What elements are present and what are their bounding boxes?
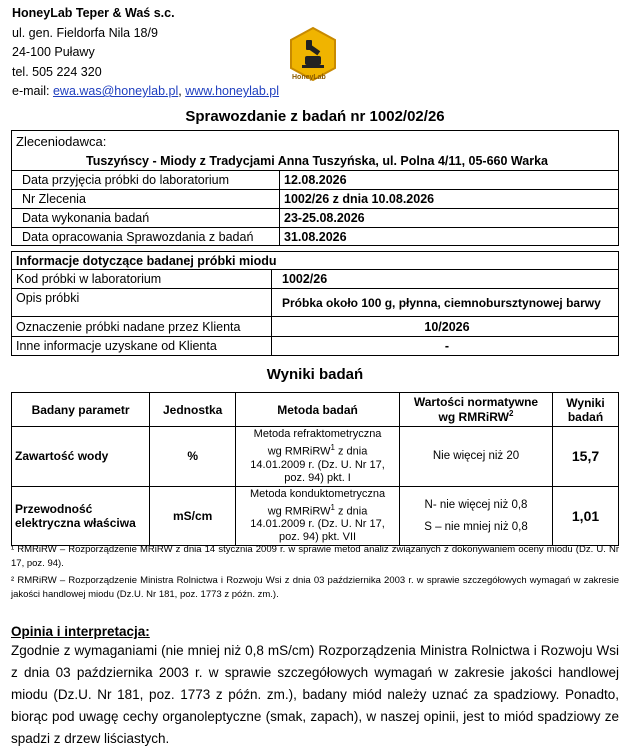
method-line-e: poz. 94) pkt. VII (279, 531, 357, 544)
lab-address-street: ul. gen. Fieldorfa Nila 18/9 (12, 25, 158, 40)
results-title: Wyniki badań (266, 366, 364, 383)
lab-address-city: 24-100 Puławy (12, 45, 95, 59)
sample-desc-label: Opis próbki (16, 291, 80, 305)
sample-other-value: - (271, 337, 618, 355)
method-line-a: Metoda refraktometryczna (253, 428, 382, 440)
sample-client-mark-label: Oznaczenie próbki nadane przez Klienta (16, 319, 241, 334)
norm-line-1: N- nie więcej niż 0,8 (424, 498, 528, 511)
order-row-report-date (12, 228, 618, 246)
order-row-value: 1002/26 z dnia 10.08.2026 (279, 190, 618, 208)
result-param: Zawartość wody (12, 427, 150, 487)
result-param: Przewodność elektryczna właściwa (12, 486, 150, 546)
method-line-a: Metoda konduktometryczna (249, 487, 386, 500)
sample-client-mark-row (12, 317, 618, 337)
header-result-line2: badań (567, 409, 604, 424)
order-row-label: Nr Zlecenia (22, 192, 86, 206)
result-unit: mS/cm (150, 486, 236, 546)
results-header-row (12, 393, 619, 427)
sample-section-title: Informacje dotyczące badanej próbki miodu (16, 253, 277, 268)
sample-desc-row (12, 289, 618, 317)
order-row-value: 12.08.2026 (279, 171, 618, 189)
result-method (236, 486, 400, 546)
order-row-label: Data przyjęcia próbki do laboratorium (22, 173, 230, 187)
client-value: Tuszyńscy - Miody z Tradycjami Anna Tuszyńska, ul. Polna 4/11, 05-660 Warka (86, 153, 548, 168)
result-value: 1,01 (553, 486, 619, 546)
sample-other-label: Inne informacje uzyskane od Klienta (16, 339, 217, 353)
client-label: Zleceniodawca: (16, 133, 107, 149)
lab-contact-line (12, 82, 279, 102)
order-row-value: 23-25.08.2026 (279, 209, 618, 227)
header-unit: Jednostka (150, 393, 236, 427)
method-line-d: 14.01.2009 r. (Dz. U. Nr 17, (250, 458, 385, 471)
header-param: Badany parametr (12, 393, 150, 427)
website-link[interactable]: www.honeylab.pl (185, 84, 280, 98)
logo-text: HoneyLab (292, 74, 326, 81)
contact-separator: , (178, 84, 186, 98)
sample-client-mark-value: 10/2026 (271, 317, 618, 336)
header-norm (399, 393, 552, 427)
method-line-d: 14.01.2009 r. (Dz. U. Nr 17, (250, 518, 385, 531)
method-sup: 1 (330, 443, 335, 452)
footnote-1: ¹ RMRiRW – Rozporządzenie MRiRW z dnia 14 stycznia 2009 r. w sprawie metod analiz związanych z dokonywaniem oceny miodu (Dz. U. Nr 17, poz. 94). (11, 544, 619, 569)
method-line-b: wg RMRiRW (267, 505, 331, 518)
result-norm (399, 427, 552, 487)
lab-header (12, 4, 279, 102)
order-row-received (12, 171, 618, 190)
result-norm (399, 486, 552, 546)
lab-phone: tel. 505 224 320 (12, 64, 102, 79)
sample-code-label: Kod próbki w laboratorium (16, 272, 162, 286)
report-title: Sprawozdanie z badań nr 1002/02/26 (185, 108, 445, 125)
sample-info-table (11, 251, 619, 356)
norm-line-1: Nie więcej niż 20 (432, 450, 520, 463)
method-line-c: z dnia (334, 445, 368, 458)
order-info-table (11, 130, 619, 246)
method-line-b: wg RMRiRW (267, 445, 331, 458)
norm-line-2: S – nie mniej niż 0,8 (424, 520, 528, 533)
header-norm-sup: 2 (508, 409, 514, 418)
sample-section-title-row (12, 252, 618, 270)
result-value: 15,7 (553, 427, 619, 487)
client-label-row (12, 131, 618, 151)
method-line-e: poz. 94) pkt. I (284, 471, 351, 484)
footnotes (11, 543, 619, 605)
result-method (236, 427, 400, 487)
lab-company-name: HoneyLab Teper & Waś s.c. (12, 6, 175, 20)
table-row (12, 486, 619, 546)
method-sup: 1 (330, 502, 335, 512)
header-norm-line1: Wartości normatywne (413, 395, 539, 409)
order-row-label: Data opracowania Sprawozdania z badań (22, 230, 254, 244)
result-unit: % (150, 427, 236, 487)
header-method: Metoda badań (236, 393, 400, 427)
email-label: e-mail: (12, 84, 53, 98)
results-table (11, 392, 619, 546)
sample-code-value: 1002/26 (271, 270, 618, 288)
order-row-value: 31.08.2026 (279, 228, 618, 246)
order-row-number (12, 190, 618, 209)
client-value-row (12, 151, 618, 171)
order-row-label: Data wykonania badań (22, 211, 150, 225)
sample-code-row (12, 270, 618, 289)
method-line-c: z dnia (334, 505, 368, 518)
footnote-2: ² RMRiRW – Rozporządzenie Ministra Rolnictwa i Rozwoju Wsi z dnia 03 października 2003 r. w sprawie szczegółowych wymagań w zakresie jakości handlowej miodu (Dz.U. Nr 181, poz. 1773 z późn. zm.). (11, 575, 619, 600)
table-row (12, 427, 619, 487)
email-link[interactable]: ewa.was@honeylab.pl (52, 84, 179, 98)
sample-other-row (12, 337, 618, 355)
opinion-text: Zgodnie z wymaganiami (nie mniej niż 0,8 mS/cm) Rozporządzenia Ministra Rolnictwa i Rozwoju Wsi z dnia 03 października 2003 r. w sprawie szczegółowych wymagań w zakresie jakości handlowej miodu (Dz.U. Nr 181, poz. 1773 z późn. zm.), badany miód należy uznać za spadziowy. Ponadto, biorąc pod uwagę cechy organoleptyczne (smak, zapach), w naszej opinii, jest to miód spadziowy ze spadzi z drzew liściastych. (11, 643, 619, 746)
order-row-test-date (12, 209, 618, 228)
header-norm-line2: wg RMRiRW (438, 410, 509, 424)
header-result-line1: Wyniki (566, 395, 605, 410)
header-result (553, 393, 619, 427)
sample-desc-value: Próbka około 100 g, płynna, ciemnobursztynowej barwy (271, 289, 618, 316)
opinion-title: Opinia i interpretacja: (11, 624, 150, 639)
